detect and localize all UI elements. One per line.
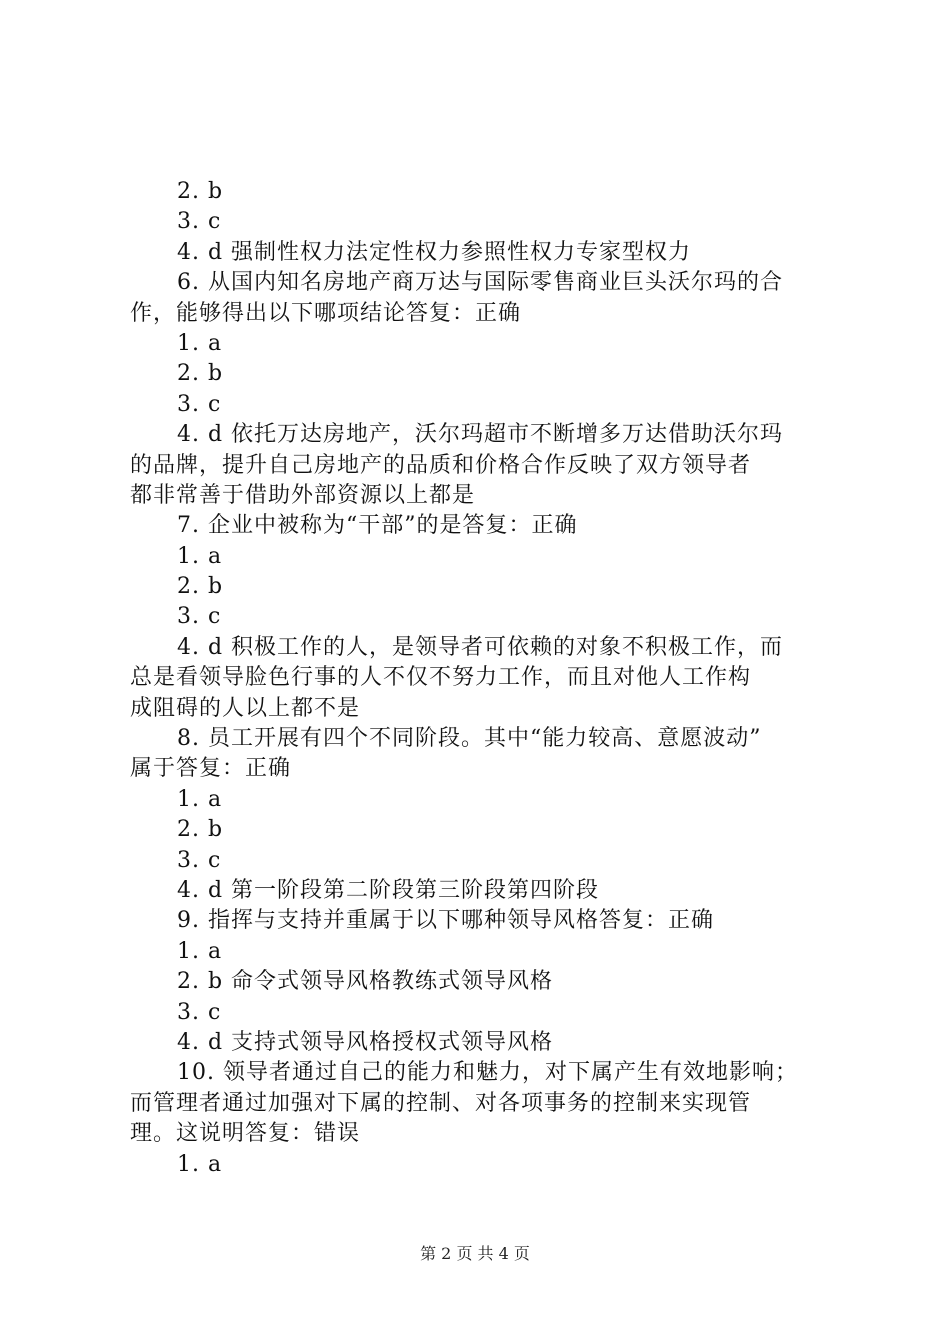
question-line: 10. 领导者通过自己的能力和魅力，对下属产生有效地影响；	[177, 1060, 798, 1086]
text-line: 1. a	[177, 786, 223, 812]
document-body	[130, 177, 830, 1180]
question-line: 7. 企业中被称为“干部”的是答复：正确	[177, 513, 578, 539]
text-line: 2. b	[177, 574, 224, 600]
text-line: 2. b	[177, 361, 224, 387]
text-line: 4. d 积极工作的人，是领导者可依赖的对象不积极工作，而	[177, 634, 784, 660]
text-line: 1. a	[177, 330, 223, 356]
text-line: 3. c	[177, 209, 222, 235]
text-line: 3. c	[177, 604, 222, 630]
page-footer	[0, 1243, 950, 1265]
text-line: 4. d 依托万达房地产，沃尔玛超市不断增多万达借助沃尔玛	[177, 422, 784, 448]
text-line: 4. d 第一阶段第二阶段第三阶段第四阶段	[177, 877, 600, 903]
text-line: 3. c	[177, 847, 222, 873]
text-line: 2. b	[177, 817, 224, 843]
page-number-label: 第 2 页 共 4 页	[420, 1244, 530, 1263]
text-line: 2. b 命令式领导风格教练式领导风格	[177, 969, 554, 995]
text-line: 3. c	[177, 391, 222, 417]
text-line: 成阻碍的人以上都不是	[130, 695, 361, 721]
question-line: 8. 员工开展有四个不同阶段。其中“能力较高、意愿波动”	[177, 726, 762, 752]
text-line: 4. d 支持式领导风格授权式领导风格	[177, 1029, 554, 1055]
text-line: 属于答复：正确	[130, 756, 292, 782]
text-line: 理。这说明答复：错误	[130, 1121, 361, 1147]
text-line: 3. c	[177, 999, 222, 1025]
question-line: 9. 指挥与支持并重属于以下哪种领导风格答复：正确	[177, 908, 714, 934]
text-line: 总是看领导脸色行事的人不仅不努力工作，而且对他人工作构	[130, 665, 752, 691]
text-line: 1. a	[177, 938, 223, 964]
text-line: 作，能够得出以下哪项结论答复：正确	[130, 300, 522, 326]
text-line: 都非常善于借助外部资源以上都是	[130, 482, 476, 508]
text-line: 4. d 强制性权力法定性权力参照性权力专家型权力	[177, 239, 692, 265]
text-line: 的品牌，提升自己房地产的品质和价格合作反映了双方领导者	[130, 452, 752, 478]
text-line: 2. b	[177, 179, 224, 204]
text-line: 1. a	[177, 1151, 223, 1177]
text-line: 1. a	[177, 543, 223, 569]
question-line: 6. 从国内知名房地产商万达与国际零售商业巨头沃尔玛的合	[177, 270, 783, 296]
text-line: 而管理者通过加强对下属的控制、对各项事务的控制来实现管	[130, 1090, 752, 1116]
